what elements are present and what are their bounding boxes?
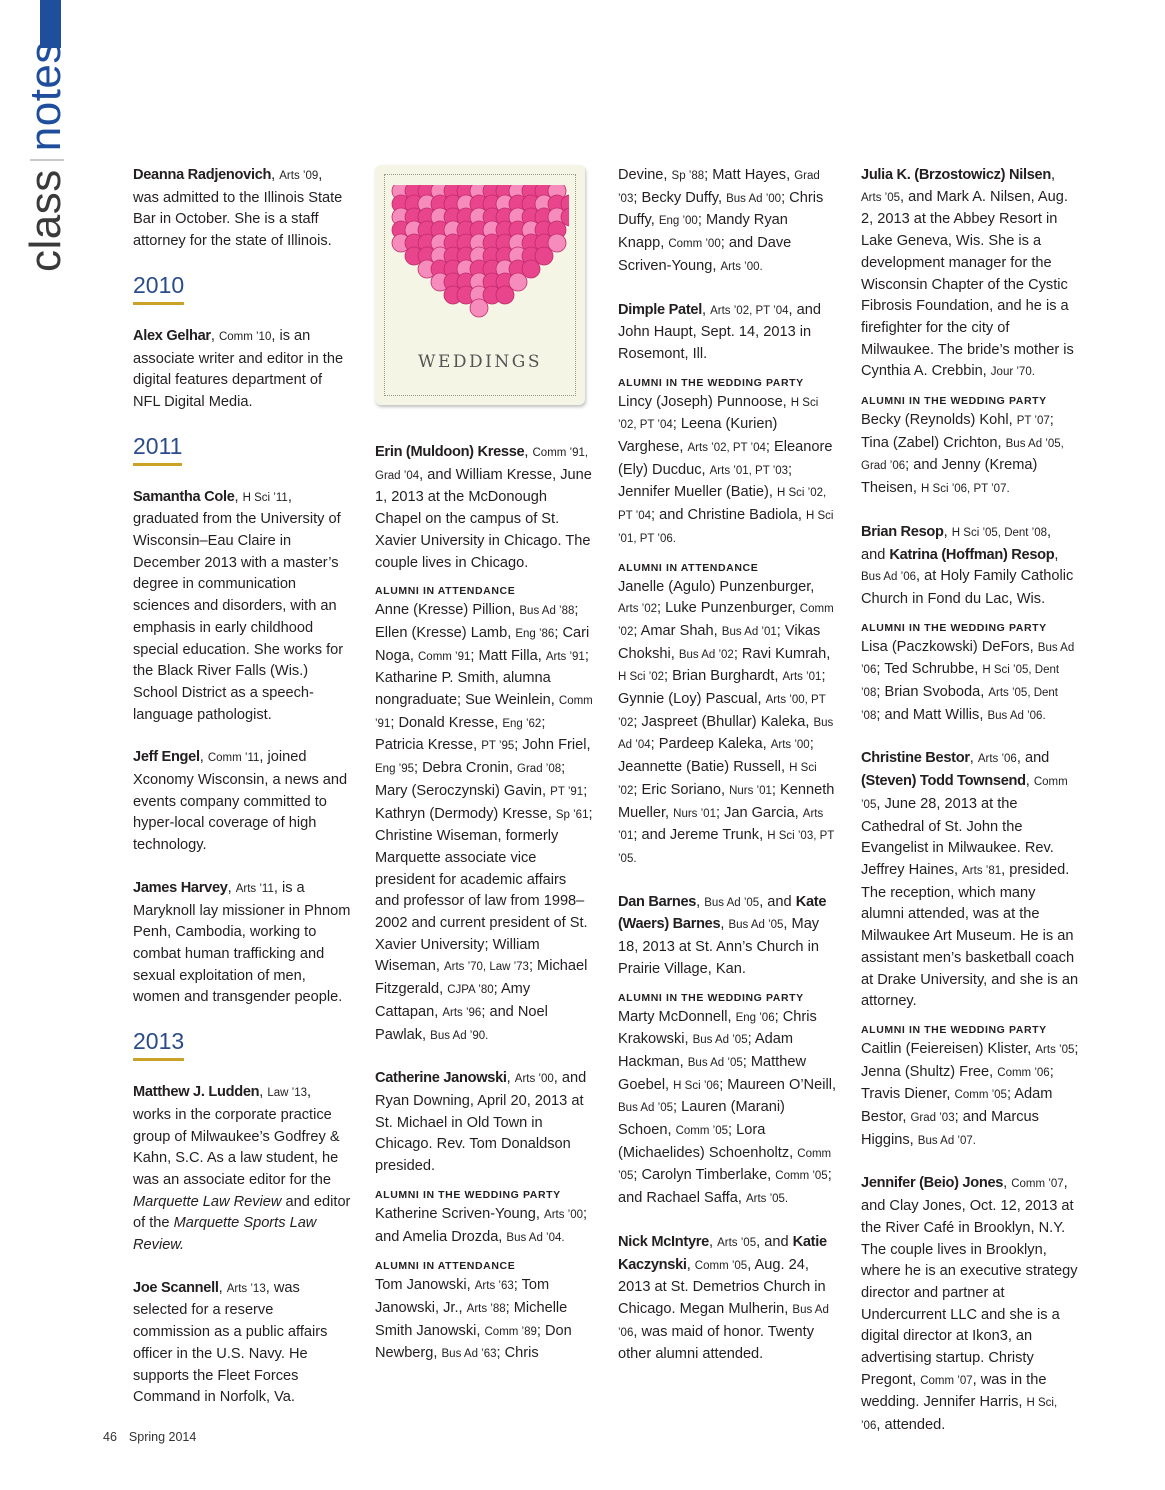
- text: ,: [943, 523, 952, 540]
- class-year: Arts ’09: [279, 170, 319, 182]
- class-year: Comm ’05: [675, 1125, 729, 1138]
- class-year: Comm ’05: [694, 1259, 748, 1272]
- text: ; Lauren (Marani) Schoen,: [618, 1099, 785, 1139]
- class-year: Arts ’02, PT ’04: [687, 442, 766, 455]
- class-year: Arts ’81: [962, 864, 1002, 877]
- class-year: Bus Ad ’88: [519, 605, 575, 618]
- class-year: H Sci ’02, PT ’04: [618, 487, 827, 523]
- text: , and Ryan Downing, April 20, 2013 at St. Michael in Old Town in Chicago. Rev. Tom Donaldson presided.: [375, 1070, 587, 1175]
- text: ,: [271, 167, 280, 183]
- class-note-entry: [618, 300, 836, 366]
- class-year: Bus Ad ’06: [861, 571, 916, 584]
- class-year: Bus Ad ’00: [726, 192, 782, 205]
- year-heading: 2010: [133, 271, 184, 305]
- class-year: Arts ’91: [545, 650, 585, 663]
- class-year: Bus Ad ’04: [618, 716, 834, 752]
- person-name: Jeff Engel: [133, 749, 200, 766]
- person-name: Katie Kaczynski: [618, 1233, 827, 1273]
- class-year: Grad ’03: [910, 1112, 955, 1125]
- year-heading: 2011: [133, 432, 182, 466]
- text: ; Chris: [496, 1345, 539, 1362]
- class-year: Arts ’05, Dent ’08: [861, 687, 1058, 722]
- text: ,: [1054, 546, 1059, 563]
- text: ; Tina (Zabel) Crichton,: [861, 412, 1054, 451]
- text: ; Jennifer Mueller (Batie),: [618, 461, 793, 501]
- text: ; Vikas Chokshi,: [618, 622, 821, 662]
- class-year: Sp ’88: [671, 170, 705, 182]
- alumni-list: [861, 637, 1079, 728]
- class-year: Bus Ad ’05: [687, 1056, 743, 1069]
- person-name: Katrina (Hoffman) Resop: [889, 546, 1055, 563]
- class-year: Arts ’00, PT ’02: [618, 694, 826, 729]
- text: Lisa (Paczkowski) DeFors,: [861, 638, 1038, 655]
- text: Caitlin (Feiereisen) Klister,: [861, 1040, 1036, 1057]
- class-year: H Sci, ’06: [861, 1397, 1058, 1433]
- class-year: Arts ’00.: [720, 260, 763, 273]
- text: ,: [686, 1256, 695, 1273]
- text: ,: [524, 444, 533, 460]
- text: ,: [227, 879, 236, 896]
- class-note-entry: [861, 1173, 1079, 1437]
- alumni-list: [375, 1275, 593, 1366]
- text: ; Chris Krakowski,: [618, 1008, 817, 1048]
- text: ; Brian Burghardt,: [664, 668, 783, 685]
- subsection-label: ALUMNI IN THE WEDDING PARTY: [861, 621, 1047, 634]
- class-year: Bus Ad ’04.: [506, 1231, 565, 1244]
- person-name: Matthew J. Ludden: [133, 1084, 260, 1101]
- class-year: Comm ’91, Grad ’04: [375, 447, 589, 482]
- text: ; Mary (Seroczynski) Gavin,: [375, 760, 566, 799]
- text: ; and Matt Willis,: [876, 706, 988, 723]
- class-note-entry: [618, 892, 836, 981]
- text: Devine,: [618, 167, 672, 183]
- text: ; and Jenny (Krema) Theisen,: [861, 457, 1038, 497]
- class-year: Eng ’86: [515, 627, 555, 640]
- text: Lincy (Joseph) Punnoose,: [618, 393, 791, 410]
- text: ; Eric Soriano,: [633, 781, 730, 798]
- title-divider: [30, 159, 64, 161]
- class-year: Comm ’05: [775, 1170, 828, 1183]
- class-year: H Sci ’02: [618, 762, 817, 797]
- text: ,: [234, 488, 243, 505]
- year-heading: 2013: [133, 1027, 184, 1061]
- class-year: Eng ’00: [658, 215, 698, 228]
- text: ; Mandy Ryan Knapp,: [618, 212, 788, 252]
- text: ; Kenneth Mueller,: [618, 781, 835, 821]
- text: Katherine Scriven-Young,: [375, 1205, 545, 1222]
- text: ; Ellen (Kresse) Lamb,: [375, 602, 579, 641]
- class-year: Jour ’70.: [990, 366, 1035, 379]
- publication-title: Marquette Sports Law Review.: [133, 1215, 317, 1254]
- text: ; John Friel,: [514, 737, 591, 754]
- class-note-entry: [618, 165, 836, 279]
- text: , was maid of honor. Twenty other alumni attended.: [618, 1323, 814, 1363]
- text: ,: [218, 1279, 227, 1296]
- alumni-list: [618, 1007, 836, 1211]
- text: ,: [199, 749, 208, 766]
- text: ; Maureen O’Neill,: [719, 1076, 836, 1093]
- text: ,: [1003, 1175, 1012, 1192]
- column-2: [375, 165, 593, 1366]
- class-year: Comm ’07: [1011, 1178, 1064, 1191]
- text: ; Tom Janowski, Jr.,: [375, 1277, 550, 1316]
- class-year: Sp ’61: [555, 808, 589, 821]
- class-year: Arts ’05: [1035, 1043, 1075, 1056]
- text: ; Matt Hayes,: [704, 167, 795, 183]
- text: ; and Jereme Trunk,: [633, 827, 768, 844]
- text: ; Ravi Kumrah,: [733, 645, 831, 662]
- class-year: H Sci ’02, PT ’04: [618, 396, 819, 432]
- column-1: [133, 165, 351, 1409]
- text: ,: [969, 750, 978, 767]
- person-name: Jennifer (Beio) Jones: [861, 1175, 1004, 1192]
- text: ; and Dave Scriven-Young,: [618, 235, 792, 274]
- year-heading-wrap: [133, 414, 351, 466]
- text: ; Brian Svoboda,: [876, 684, 989, 701]
- text: , works in the corporate practice group of Milwaukee’s Godfrey & Kahn, S.C. As a law student, he was an associate editor for the: [133, 1084, 340, 1188]
- text: ,: [1050, 167, 1056, 183]
- text: , and: [759, 893, 796, 910]
- class-year: H Sci ’05, Dent ’08: [861, 664, 1060, 700]
- publication-title: Marquette Law Review: [133, 1193, 282, 1210]
- text: ,: [709, 1233, 718, 1250]
- text: ; Gynnie (Loy) Pascual,: [618, 668, 826, 708]
- text: ; Cari Noga,: [375, 624, 590, 664]
- text: ; Debra Cronin,: [414, 760, 518, 777]
- weddings-title: WEDDINGS: [418, 352, 542, 372]
- class-note-entry: [133, 165, 351, 253]
- text: ; and Christine Badiola,: [651, 507, 806, 524]
- person-name: Erin (Muldoon) Kresse: [375, 444, 525, 460]
- class-year: Bus Ad ’05: [704, 896, 760, 909]
- person-name: (Steven) Todd Townsend: [861, 773, 1026, 790]
- alumni-list: [861, 1039, 1079, 1153]
- year-heading-wrap: [133, 1009, 351, 1061]
- class-year: Comm ’02: [618, 603, 834, 638]
- person-name: Nick McIntyre: [618, 1233, 709, 1250]
- text: Becky (Reynolds) Kohl,: [861, 412, 1017, 429]
- text: , was selected for a reserve commission as a public affairs officer in the U.S. Navy. He supports the Fleet Forces Command in Norfolk, Va.: [133, 1279, 328, 1406]
- text: ,: [259, 1084, 268, 1101]
- subsection-label: ALUMNI IN THE WEDDING PARTY: [861, 1023, 1047, 1036]
- year-heading-wrap: [133, 253, 351, 305]
- class-year: Bus Ad ’05: [728, 919, 784, 932]
- text: ; Patricia Kresse,: [375, 714, 546, 754]
- alumni-list: [375, 600, 593, 1047]
- text: ; Donald Kresse,: [390, 714, 503, 731]
- text: ; Michael Fitzgerald,: [375, 958, 588, 998]
- class-note-entry: [133, 487, 351, 727]
- class-year: Law ’13: [267, 1087, 307, 1100]
- text: Marty McDonnell,: [618, 1008, 736, 1025]
- class-year: Bus Ad ’01: [721, 625, 777, 638]
- class-year: Arts ’00: [770, 739, 810, 752]
- class-year: Bus Ad ’06.: [987, 709, 1046, 722]
- text: ; Amy Cattapan,: [375, 981, 531, 1020]
- text: ; Jaspreet (Bhullar) Kaleka,: [633, 713, 814, 730]
- class-year: PT ’91: [550, 785, 584, 798]
- text: ,: [720, 916, 729, 933]
- text: ; and Marcus Higgins,: [861, 1109, 1039, 1148]
- weddings-card: [375, 165, 585, 405]
- text: , and: [861, 523, 1052, 563]
- text: ,: [506, 1070, 515, 1087]
- text: ; Katharine P. Smith, alumna nongraduate; Sue Weinlein,: [375, 647, 589, 709]
- class-note-entry: [375, 442, 593, 574]
- class-year: Comm ’07: [920, 1374, 973, 1387]
- text: ,: [696, 893, 705, 910]
- class-note-entry: [861, 748, 1079, 1012]
- text: ; Matt Filla,: [470, 647, 546, 664]
- text: ; Luke Punzenburger,: [657, 600, 800, 617]
- text: ,: [702, 301, 711, 318]
- class-year: Arts ’02: [618, 603, 657, 616]
- class-year: Bus Ad ’02: [678, 648, 734, 661]
- text: , is an associate writer and editor in the digital features department of NFL Digital Media.: [133, 327, 344, 410]
- text: ; Amar Shah,: [633, 622, 722, 639]
- class-year: Nurs ’01: [673, 807, 716, 820]
- class-year: Comm ’05: [954, 1089, 1007, 1102]
- text: ; Matthew Goebel,: [618, 1053, 806, 1093]
- page-number: 46: [103, 1430, 117, 1444]
- class-year: Arts ’01: [782, 671, 822, 684]
- text: , is a Maryknoll lay missioner in Phnom Penh, Cambodia, working to combat human trafficking and sexual exploitation of men, women and transgender people.: [133, 879, 351, 1006]
- class-year: H Sci ’05, Dent ’08: [951, 526, 1048, 539]
- class-year: Bus Ad ’05, Grad ’06: [861, 437, 1064, 473]
- class-year: Bus Ad ’05: [618, 1102, 673, 1115]
- class-year: Bus Ad ’63: [441, 1348, 497, 1361]
- class-year: Comm ’89: [484, 1325, 537, 1338]
- section-title-class: class: [21, 169, 70, 272]
- class-year: Arts ’63: [474, 1280, 514, 1293]
- subsection-label: ALUMNI IN ATTENDANCE: [375, 585, 516, 598]
- class-year: Arts ’13: [226, 1282, 266, 1295]
- class-year: Arts ’02, PT ’04: [710, 304, 789, 317]
- class-year: Arts ’96: [442, 1006, 482, 1019]
- text: ; Travis Diener,: [861, 1063, 1054, 1103]
- class-note-entry: [861, 165, 1079, 384]
- class-year: Eng ’06: [735, 1011, 775, 1024]
- person-name: Samantha Cole: [133, 488, 235, 505]
- class-note-entry: [133, 326, 351, 414]
- class-year: H Sci ’11: [242, 491, 288, 504]
- class-note-entry: [861, 522, 1079, 611]
- class-year: H Sci ’02: [618, 671, 665, 684]
- text: ; Adam Bestor,: [861, 1086, 1053, 1126]
- rose: [548, 234, 566, 252]
- class-year: Arts ’05.: [745, 1193, 789, 1206]
- class-year: H Sci ’03, PT ’05.: [618, 830, 835, 865]
- class-year: Comm ’91: [418, 650, 471, 663]
- class-year: Comm ’11: [207, 752, 260, 765]
- person-name: Christine Bestor: [861, 750, 970, 767]
- text: , attended.: [876, 1417, 946, 1434]
- subsection-label: ALUMNI IN THE WEDDING PARTY: [618, 991, 804, 1004]
- text: , joined Xconomy Wisconsin, a news and events company committed to hyper-local coverage of high technology.: [133, 749, 348, 854]
- alumni-list: [618, 392, 836, 551]
- text: , was in the wedding. Jennifer Harris,: [861, 1371, 1047, 1411]
- text: ; Christine Wiseman, formerly Marquette associate vice president for academic affairs and professor of law from 1998–2002 and current president of St. Xavier University; William Wiseman,: [375, 805, 593, 975]
- text: , and William Kresse, June 1, 2013 at the McDonough Chapel on the campus of St. Xavier University in Chicago. The couple lives in Chicago.: [375, 466, 592, 571]
- class-year: H Sci ’01, PT ’06.: [618, 510, 834, 545]
- text: , at Holy Family Catholic Church in Fond du Lac, Wis.: [861, 568, 1074, 607]
- class-year: Comm ’91: [375, 695, 593, 730]
- class-year: Arts ’05: [861, 191, 900, 204]
- rose: [522, 260, 540, 278]
- class-note-entry: [133, 1278, 351, 1409]
- alumni-list: [618, 577, 836, 871]
- text: ; Michelle Smith Janowski,: [375, 1299, 568, 1339]
- class-year: Bus Ad ’06: [618, 1303, 829, 1339]
- class-year: Bus Ad ’90.: [430, 1029, 489, 1042]
- subsection-label: ALUMNI IN THE WEDDING PARTY: [375, 1188, 561, 1201]
- class-year: Comm ’10: [218, 330, 272, 343]
- alumni-list: [861, 410, 1079, 501]
- text: ; Becky Duffy,: [633, 189, 727, 206]
- text: , Aug. 24, 2013 at St. Demetrios Church in Chicago. Megan Mulherin,: [618, 1256, 826, 1317]
- class-year: PT ’95: [481, 740, 515, 753]
- text: ; Jenna (Shultz) Free,: [861, 1040, 1079, 1080]
- text: , presided. The reception, which many alumni attended, was at the Milwaukee Art Museum. He is an assistant men’s basketball coach at Drake University, and she is an attorney.: [861, 861, 1079, 1010]
- person-name: Dimple Patel: [618, 301, 702, 318]
- person-name: Deanna Radjenovich: [133, 167, 272, 183]
- text: ; Carolyn Timberlake,: [633, 1167, 776, 1184]
- person-name: Catherine Janowski: [375, 1070, 507, 1087]
- text: Tom Janowski,: [375, 1277, 475, 1294]
- text: ; Adam Hackman,: [618, 1031, 794, 1070]
- subsection-label: ALUMNI IN ATTENDANCE: [618, 561, 759, 574]
- class-year: Arts ’11: [235, 882, 274, 895]
- subsection-label: ALUMNI IN THE WEDDING PARTY: [618, 376, 804, 389]
- text: ; Lora (Michaelides) Schoenholtz,: [618, 1122, 798, 1161]
- section-title: [21, 41, 70, 272]
- text: ; Jeannette (Batie) Russell,: [618, 736, 814, 776]
- rose: [535, 247, 553, 265]
- class-year: Eng ’62: [502, 717, 542, 730]
- text: ; Ted Schrubbe,: [876, 661, 983, 678]
- person-name: James Harvey: [133, 879, 228, 896]
- class-year: CJPA ’80: [447, 984, 494, 997]
- rose: [496, 286, 514, 304]
- class-year: H Sci ’06: [673, 1079, 720, 1092]
- class-year: Grad ’03: [618, 170, 820, 205]
- text: ; Chris Duffy,: [618, 189, 824, 229]
- class-year: Arts ’05: [717, 1236, 757, 1249]
- class-year: Eng ’95: [375, 763, 415, 776]
- class-note-entry: [618, 1232, 836, 1366]
- class-year: Bus Ad ’05: [692, 1034, 748, 1047]
- alumni-list: [375, 1204, 593, 1249]
- class-note-entry: [133, 747, 351, 857]
- page-footer: [103, 1430, 196, 1444]
- class-year: Grad ’08: [517, 763, 562, 776]
- class-year: Arts ’06: [977, 753, 1017, 766]
- class-year: Comm ’06: [997, 1066, 1050, 1079]
- text: ; Jan Garcia,: [715, 804, 803, 821]
- text: ; Pardeep Kaleka,: [650, 736, 771, 753]
- class-year: Comm ’00: [668, 238, 721, 251]
- subsection-label: ALUMNI IN THE WEDDING PARTY: [861, 395, 1047, 408]
- text: ; and Noel Pawlak,: [375, 1003, 548, 1043]
- class-year: Comm ’05: [861, 776, 1068, 811]
- text: , and Mark A. Nilsen, Aug. 2, 2013 at the Abbey Resort in Lake Geneva, Wis. She is a development manager for the Wisconsin Chapter of the Cystic Fibrosis Foundation, and he is a firefighter for the city of Milwaukee. The bride’s mother is Cynthia A. Crebbin,: [861, 188, 1074, 380]
- text: ; Eleanore (Ely) Ducduc,: [618, 439, 833, 478]
- class-year: Arts ’00: [514, 1073, 554, 1086]
- class-year: Arts ’01, PT ’03: [709, 464, 789, 477]
- class-year: Bus Ad ’06: [861, 641, 1075, 677]
- class-year: Arts ’88: [466, 1302, 506, 1315]
- text: , was admitted to the Illinois State Bar in October. She is a staff attorney for the state of Illinois.: [133, 167, 343, 250]
- issue-name: Spring 2014: [128, 1430, 197, 1444]
- class-year: Arts ’00: [544, 1208, 584, 1221]
- text: ; and Rachael Saffa,: [618, 1167, 832, 1207]
- subsection-label: ALUMNI IN ATTENDANCE: [375, 1260, 516, 1273]
- class-year: PT ’07: [1016, 415, 1050, 428]
- class-year: Bus Ad ’07.: [917, 1134, 976, 1147]
- person-name: Brian Resop: [861, 523, 944, 540]
- class-year: Comm ’05: [618, 1147, 832, 1183]
- text: , and John Haupt, Sept. 14, 2013 in Rosemont, Ill.: [618, 301, 821, 362]
- class-year: H Sci ’06, PT ’07.: [921, 483, 1010, 496]
- text: ; Kathryn (Dermody) Kresse,: [375, 782, 588, 822]
- text: , graduated from the University of Wisconsin–Eau Claire in December 2013 with a master’s degree in communication sciences and disorders, with an emphasis in early childhood special education. She works for the Black River Falls (Wis.) School District as a speech-language pathologist.: [133, 488, 344, 723]
- class-note-entry: [133, 1082, 351, 1257]
- person-name: Alex Gelhar: [133, 327, 211, 344]
- column-4: [861, 165, 1079, 1438]
- person-name: Dan Barnes: [618, 893, 697, 910]
- text: Anne (Kresse) Pillion,: [375, 602, 520, 619]
- text: ; Leena (Kurien) Varghese,: [618, 416, 778, 456]
- text: , and: [1016, 750, 1050, 767]
- text: and editor of the: [133, 1193, 351, 1232]
- class-year: Nurs ’01: [729, 784, 772, 797]
- text: , June 28, 2013 at the Cathedral of St. John the Evangelist in Milwaukee. Rev. Jeffrey Haines,: [861, 795, 1054, 878]
- text: , and: [756, 1233, 793, 1250]
- text: Janelle (Agulo) Punzenburger,: [618, 578, 815, 595]
- text: ; and Amelia Drozda,: [375, 1205, 588, 1245]
- text: , May 18, 2013 at St. Ann’s Church in Prairie Village, Kan.: [618, 916, 820, 977]
- column-3: [618, 165, 836, 1366]
- class-year: Arts ’01: [618, 807, 824, 843]
- person-name: Julia K. (Brzostowicz) Nilsen: [861, 167, 1051, 183]
- person-name: Kate (Waers) Barnes: [618, 893, 827, 933]
- text: ,: [1025, 773, 1034, 790]
- rose: [509, 273, 527, 291]
- text: , and Clay Jones, Oct. 12, 2013 at the River Café in Brooklyn, N.Y. The couple lives in Brooklyn, where he is an executive strategy director and partner at Undercurrent LLC and she is a digital director at Ikon3, an advertising startup. Christy Pregont,: [861, 1175, 1078, 1388]
- class-note-entry: [133, 878, 351, 1009]
- rose: [470, 299, 488, 317]
- class-note-entry: [375, 1068, 593, 1178]
- person-name: Joe Scannell: [133, 1279, 219, 1296]
- class-year: Arts ’70, Law ’73: [443, 961, 529, 974]
- text: ,: [210, 327, 219, 344]
- rose-heart-image: [391, 185, 569, 335]
- section-title-notes: notes: [21, 41, 70, 152]
- text: ; Don Newberg,: [375, 1322, 572, 1362]
